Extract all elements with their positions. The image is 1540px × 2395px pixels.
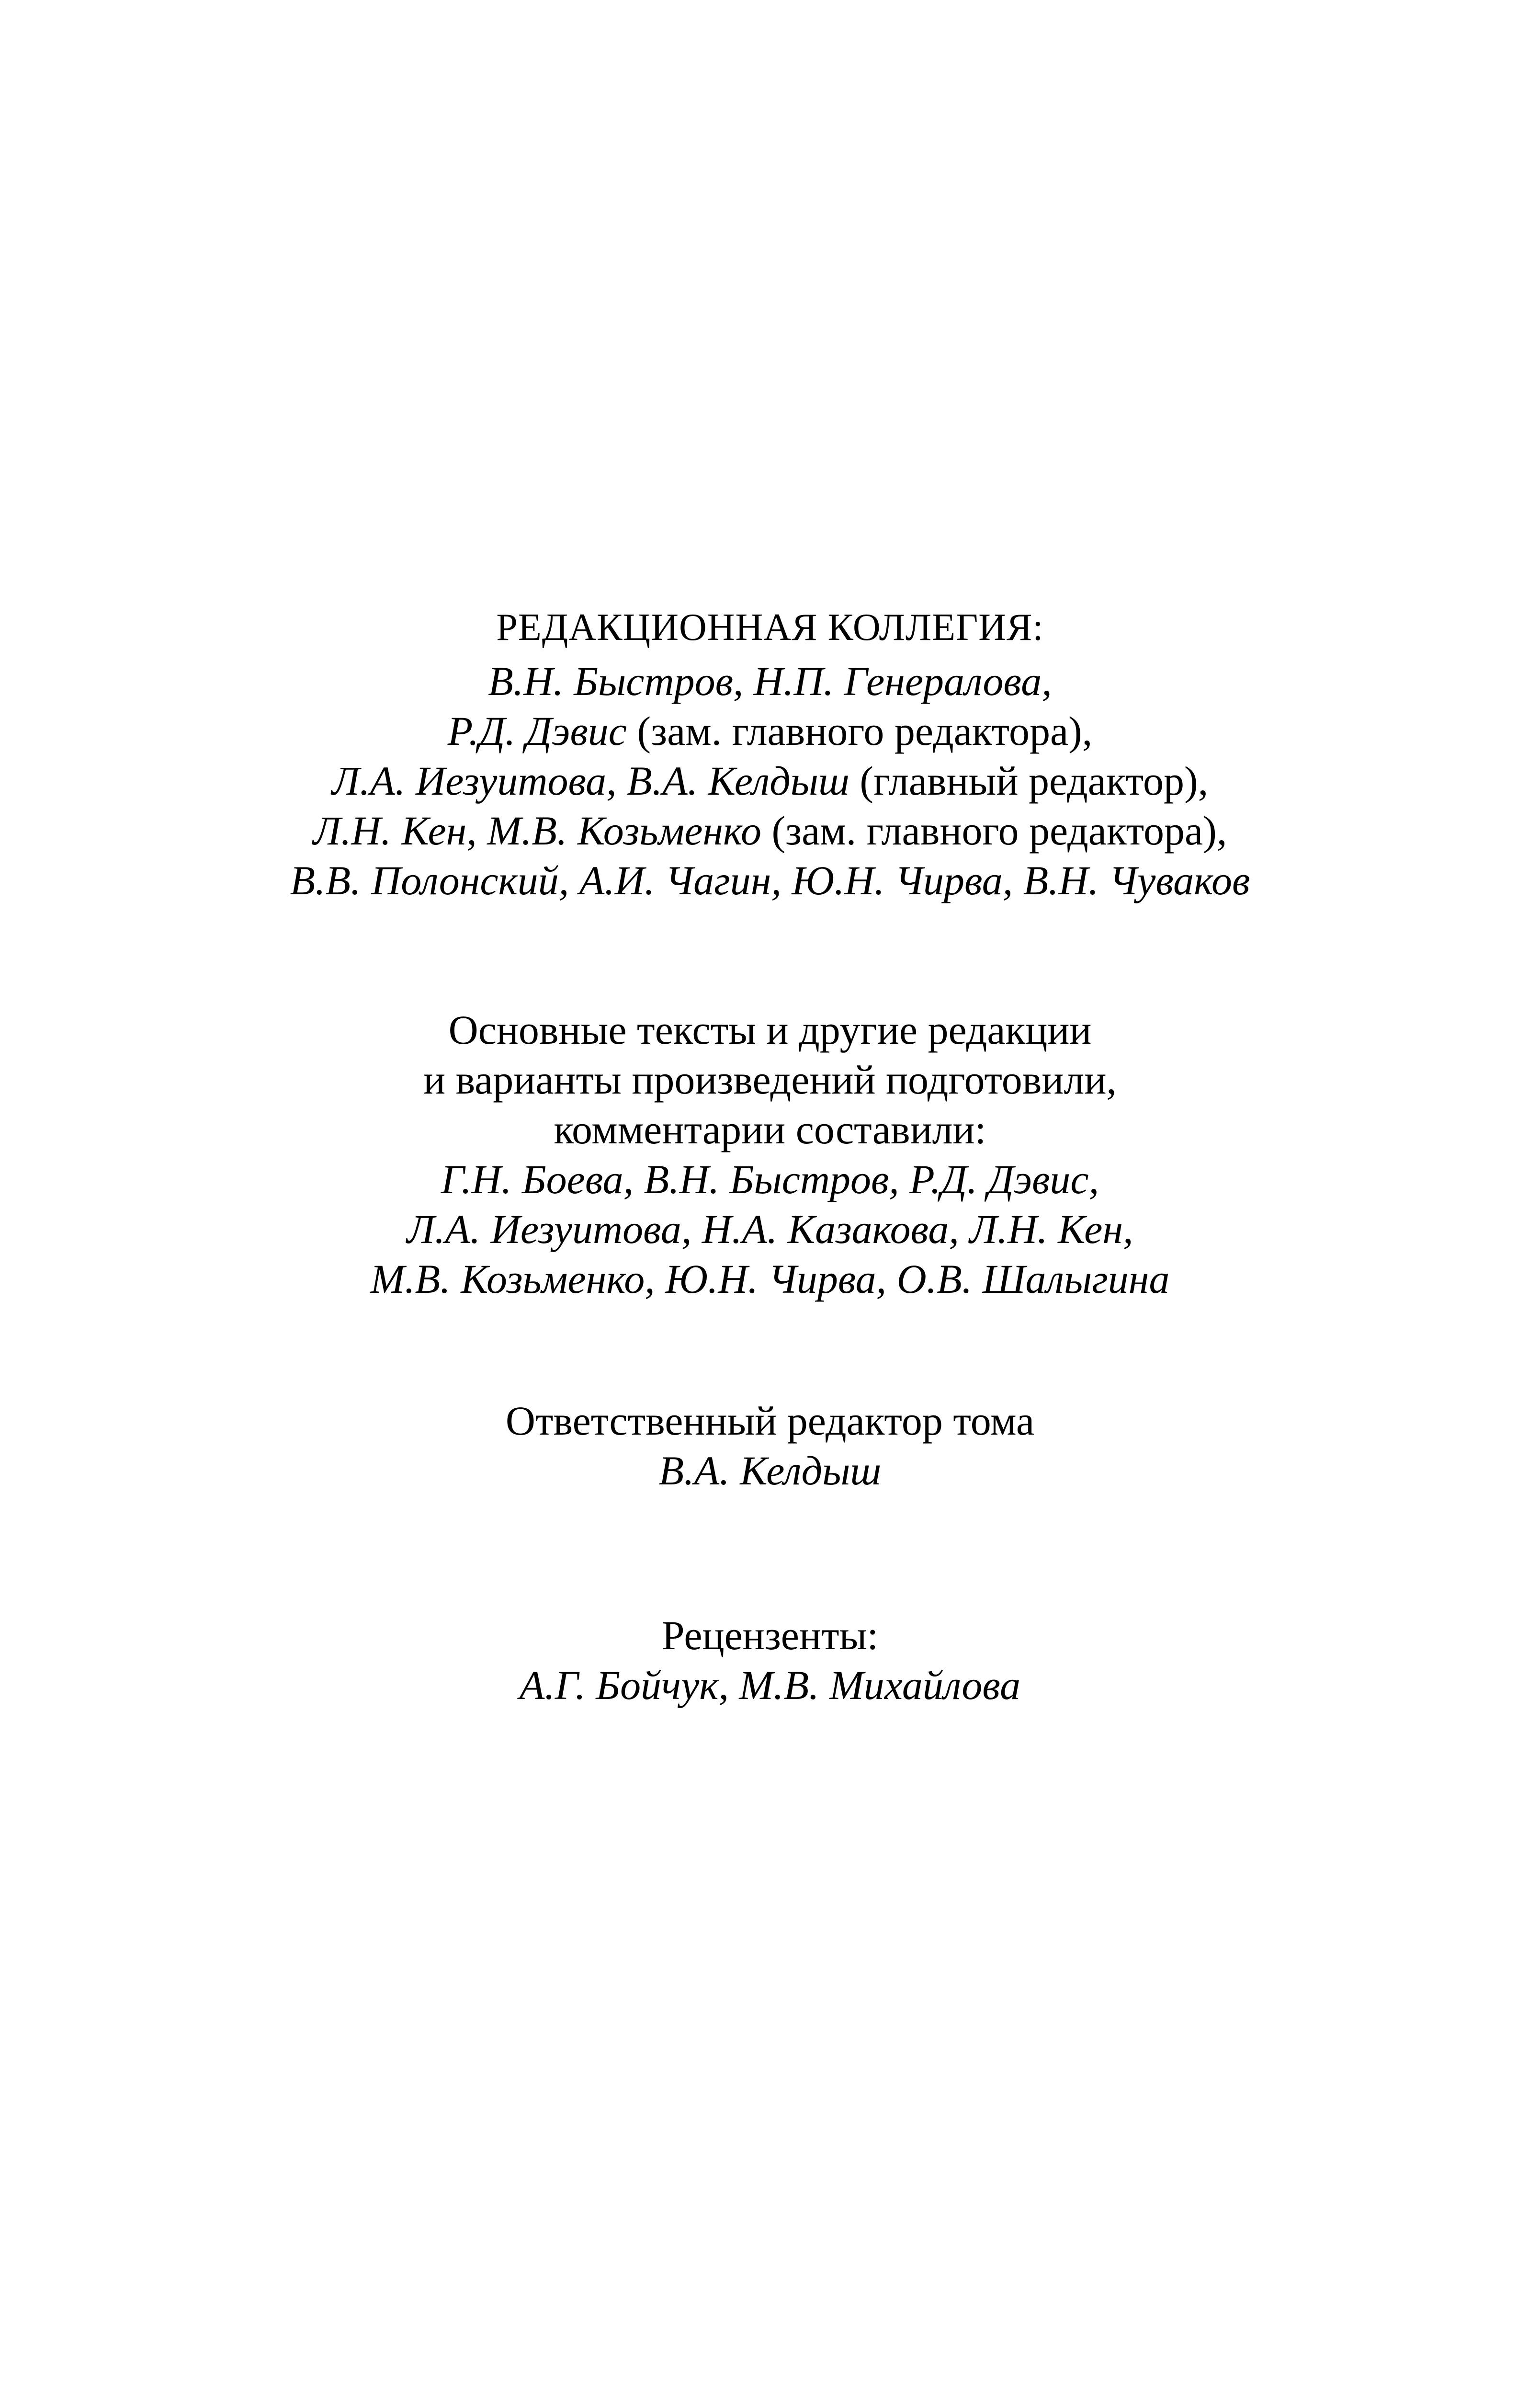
editorial-board-line (0, 855, 1540, 905)
member-role: (зам. главного редактора), (626, 708, 1093, 754)
reviewers-heading: Рецензенты: (661, 1612, 879, 1658)
member-names: В.В. Полонский, А.И. Чагин, Ю.Н. Чирва, В.Н. Чуваков (290, 857, 1250, 903)
prepared-by-names-line: Г.Н. Боева, В.Н. Быстров, Р.Д. Дэвис, (441, 1156, 1099, 1202)
member-role: (зам. главного редактора), (761, 808, 1227, 854)
prepared-by-heading-line: Основные тексты и другие редакции (448, 1007, 1092, 1053)
prepared-by-heading-line: и варианты произведений подготовили, (423, 1057, 1117, 1103)
editorial-board-line (0, 806, 1540, 855)
prepared-by-names-line: Л.А. Иезуитова, Н.А. Казакова, Л.Н. Кен, (407, 1206, 1133, 1252)
prepared-by-section (0, 1005, 1540, 1304)
volume-editor-section (0, 1396, 1540, 1495)
editorial-board-heading: РЕДАКЦИОННАЯ КОЛЛЕГИЯ: (496, 606, 1044, 649)
member-names: Р.Д. Дэвис (447, 708, 627, 754)
reviewers-names: А.Г. Бойчук, М.В. Михайлова (519, 1662, 1021, 1708)
volume-editor-name: В.А. Келдыш (658, 1448, 882, 1494)
member-names: В.Н. Быстров, Н.П. Генералова, (488, 658, 1052, 704)
editorial-board-line (0, 706, 1540, 756)
editorial-board-section (0, 603, 1540, 905)
member-role: (главный редактор), (849, 758, 1209, 804)
reviewers-section (0, 1610, 1540, 1710)
prepared-by-heading-line: комментарии составили: (554, 1106, 986, 1152)
editorial-board-line (0, 756, 1540, 806)
editorial-board-members (0, 656, 1540, 905)
volume-editor-heading: Ответственный редактор тома (505, 1398, 1035, 1444)
member-names: Л.Н. Кен, М.В. Козьменко (313, 808, 762, 854)
prepared-by-names-line: М.В. Козьменко, Ю.Н. Чирва, О.В. Шалыгина (370, 1256, 1170, 1302)
member-names: Л.А. Иезуитова, В.А. Келдыш (331, 758, 849, 804)
editorial-board-line (0, 656, 1540, 706)
